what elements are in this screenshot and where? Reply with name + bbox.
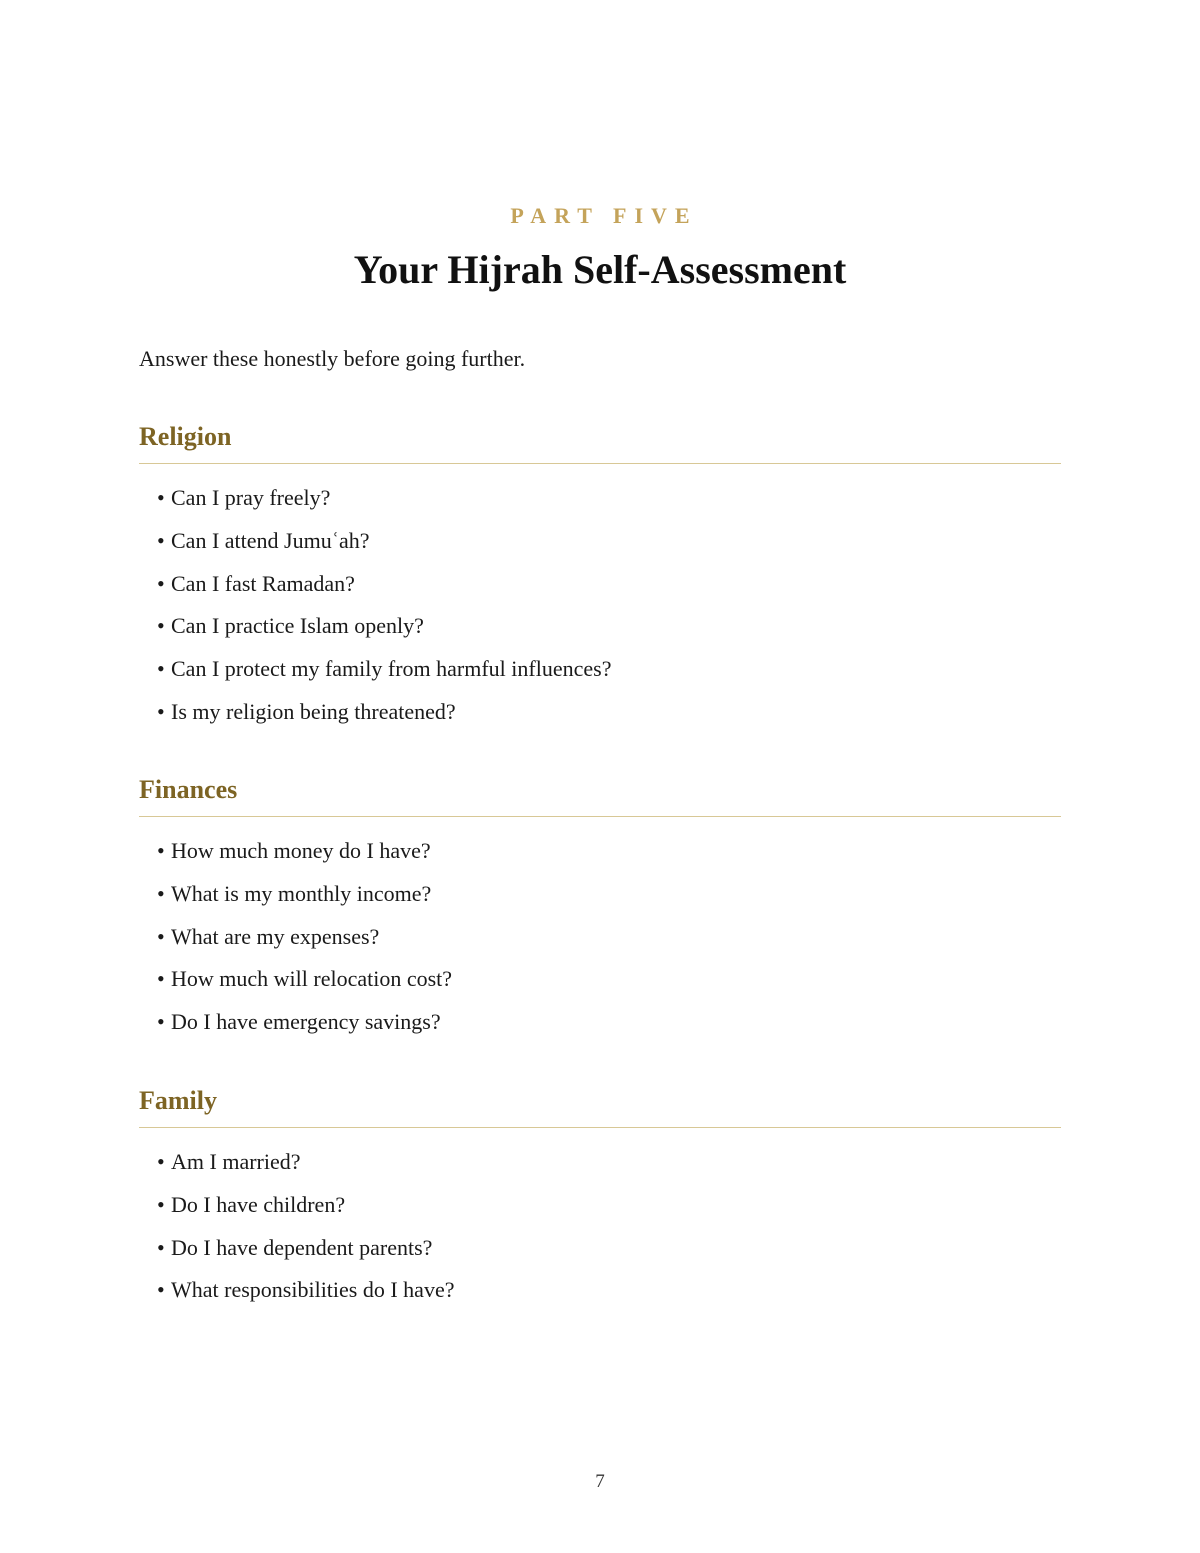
bullet-glyph: •	[157, 570, 165, 596]
list-item-text: Can I attend Jumuʿah?	[171, 527, 370, 553]
list-item-text: Do I have children?	[171, 1191, 346, 1217]
list-item-text: Can I protect my family from harmful influences?	[171, 656, 612, 682]
list-item	[139, 836, 1061, 866]
list-item-text: Do I have dependent parents?	[171, 1234, 433, 1260]
list-item	[139, 569, 1061, 599]
list-item-text: Is my religion being threatened?	[171, 698, 456, 724]
list-item	[139, 1147, 1061, 1177]
list-item	[139, 1275, 1061, 1305]
question-list	[139, 817, 1061, 1037]
section-family	[139, 1084, 1061, 1318]
list-item	[139, 483, 1061, 513]
bullet-glyph: •	[157, 656, 165, 682]
page-title: Your Hijrah Self-Assessment	[353, 247, 847, 292]
question-list	[139, 1128, 1061, 1305]
list-item-text: What are my expenses?	[171, 923, 380, 949]
intro-paragraph: Answer these honestly before going further.	[139, 346, 526, 371]
list-item	[139, 1190, 1061, 1220]
section-finances	[139, 773, 1061, 1050]
list-item	[139, 879, 1061, 909]
list-item-text: Can I practice Islam openly?	[171, 613, 424, 639]
bullet-glyph: •	[157, 1277, 165, 1303]
bullet-glyph: •	[157, 527, 165, 553]
document-page	[139, 0, 1061, 1553]
section-heading: Religion	[139, 420, 1061, 464]
bullet-glyph: •	[157, 838, 165, 863]
list-item	[139, 611, 1061, 641]
question-list	[139, 464, 1061, 727]
bullet-glyph: •	[157, 1191, 165, 1217]
bullet-glyph: •	[157, 613, 165, 639]
list-item	[139, 654, 1061, 684]
bullet-glyph: •	[157, 1149, 165, 1174]
list-item-text: Can I fast Ramadan?	[171, 570, 355, 596]
list-item	[139, 1233, 1061, 1263]
section-religion	[139, 420, 1061, 740]
section-heading: Family	[139, 1084, 1061, 1128]
part-label: PART FIVE	[510, 203, 698, 228]
section-heading: Finances	[139, 773, 1061, 817]
list-item	[139, 922, 1061, 952]
list-item-text: Do I have emergency savings?	[171, 1009, 441, 1035]
bullet-glyph: •	[157, 485, 165, 510]
list-item	[139, 964, 1061, 994]
bullet-glyph: •	[157, 923, 165, 949]
bullet-glyph: •	[157, 1234, 165, 1260]
list-item-text: Can I pray freely?	[171, 485, 331, 510]
bullet-glyph: •	[157, 698, 165, 724]
list-item	[139, 526, 1061, 556]
list-item-text: What is my monthly income?	[171, 880, 432, 906]
bullet-glyph: •	[157, 880, 165, 906]
bullet-glyph: •	[157, 966, 165, 992]
list-item-text: How much will relocation cost?	[171, 966, 453, 992]
list-item-text: How much money do I have?	[171, 838, 431, 863]
list-item	[139, 1007, 1061, 1037]
list-item-text: What responsibilities do I have?	[171, 1277, 455, 1303]
bullet-glyph: •	[157, 1009, 165, 1035]
page-number: 7	[595, 1471, 605, 1492]
list-item-text: Am I married?	[171, 1149, 301, 1174]
list-item	[139, 697, 1061, 727]
